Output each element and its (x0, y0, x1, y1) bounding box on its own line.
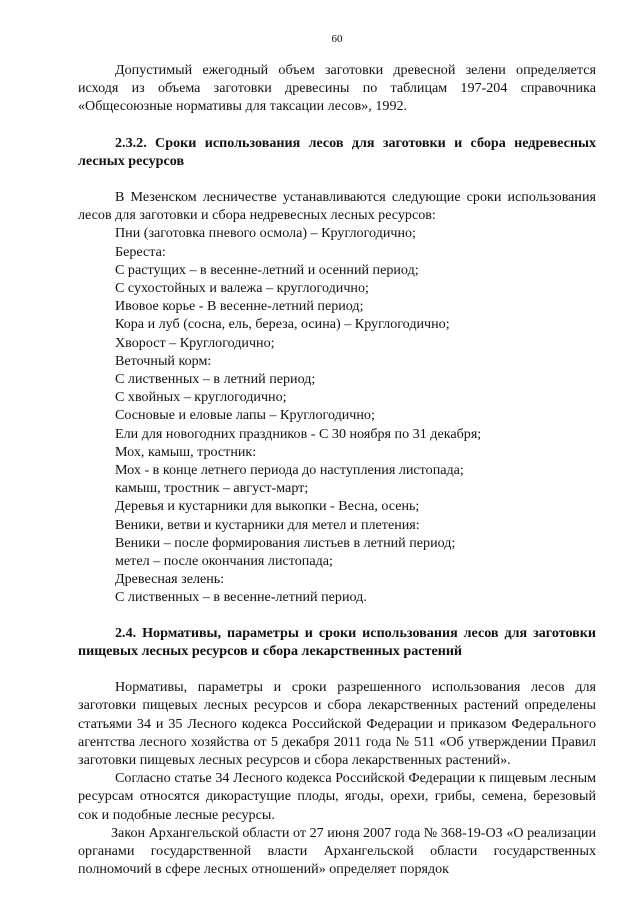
paragraph-intro: Допустимый ежегодный объем заготовки древесной зелени определяется исходя из объема заготовки древесины по таблицам 197-204 справочника «Общесоюзные нормативы для таксации лесов», 1992. (78, 62, 596, 115)
list-item: Ивовое корье - В весенне-летний период; (115, 298, 364, 315)
list-item: С лиственных – в весенне-летний период. (115, 589, 367, 606)
section-heading-2-3-2: 2.3.2. Сроки использования лесов для заготовки и сбора недревесных лесных ресурсов (78, 134, 596, 169)
list-item: С растущих – в весенне-летний и осенний период; (115, 261, 419, 278)
page-number: 60 (331, 33, 343, 45)
paragraph-norms: Нормативы, параметры и сроки разрешенного использования лесов для заготовки пищевых лесных ресурсов и сбора лекарственных растений определены статьями 34 и 35 Лесного кодекса Российской Федерации и приказом Федерального агентства лесного хозяйства от 5 декабря 2011 года № 511 «Об утверждении Правил заготовки пищевых лесных ресурсов и сбора лекарственных растений». (78, 679, 596, 768)
paragraph-regional-law: Закон Архангельской области от 27 июня 2007 года № 368-19-ОЗ «О реализации органами государственной власти Архангельской области государственных полномочий в сфере лесных отношений» определяет порядок (78, 824, 596, 878)
list-item: камыш, тростник – август-март; (115, 480, 309, 497)
list-item: С лиственных – в летний период; (115, 371, 316, 388)
list-item: Береста: (115, 243, 166, 260)
list-item: С хвойных – круглогодично; (115, 389, 287, 406)
page-content (78, 61, 596, 878)
list-item: Веники – после формирования листьев в летний период; (115, 534, 456, 551)
list-item: Деревья и кустарники для выкопки - Весна, осень; (115, 498, 420, 515)
list-item: Древесная зелень: (115, 571, 225, 588)
list-item: Мох - в конце летнего периода до наступления листопада; (115, 462, 464, 479)
list-item: метел – после окончания листопада; (115, 553, 333, 570)
list-item: Веники, ветви и кустарники для метел и плетения: (115, 516, 420, 533)
section-heading-2-4: 2.4. Нормативы, параметры и сроки использования лесов для заготовки пищевых лесных ресурсов и сбора лекарственных растений (78, 624, 596, 659)
list-item: Ели для новогодних праздников - С 30 ноября по 31 декабря; (115, 425, 482, 442)
list-item: Сосновые и еловые лапы – Круглогодично; (115, 407, 375, 424)
list-item: С сухостойных и валежа – круглогодично; (115, 280, 369, 297)
paragraph-mezen: В Мезенском лесничестве устанавливаются следующие сроки использования лесов для заготовки и сбора недревесных лесных ресурсов: (78, 189, 596, 224)
paragraph-article-34: Согласно статье 34 Лесного кодекса Российской Федерации к пищевым лесным ресурсам относятся дикорастущие плоды, ягоды, орехи, грибы, семена, березовый сок и подобные лесные ресурсы. (78, 770, 596, 823)
list-item: Хворост – Круглогодично; (115, 334, 275, 351)
list-item: Пни (заготовка пневого осмола) – Круглогодично; (115, 225, 416, 242)
list-item: Веточный корм: (115, 352, 212, 369)
list-item: Мох, камыш, тростник: (115, 443, 257, 460)
list-item: Кора и луб (сосна, ель, береза, осина) – Круглогодично; (115, 316, 450, 333)
terms-list (78, 224, 596, 606)
